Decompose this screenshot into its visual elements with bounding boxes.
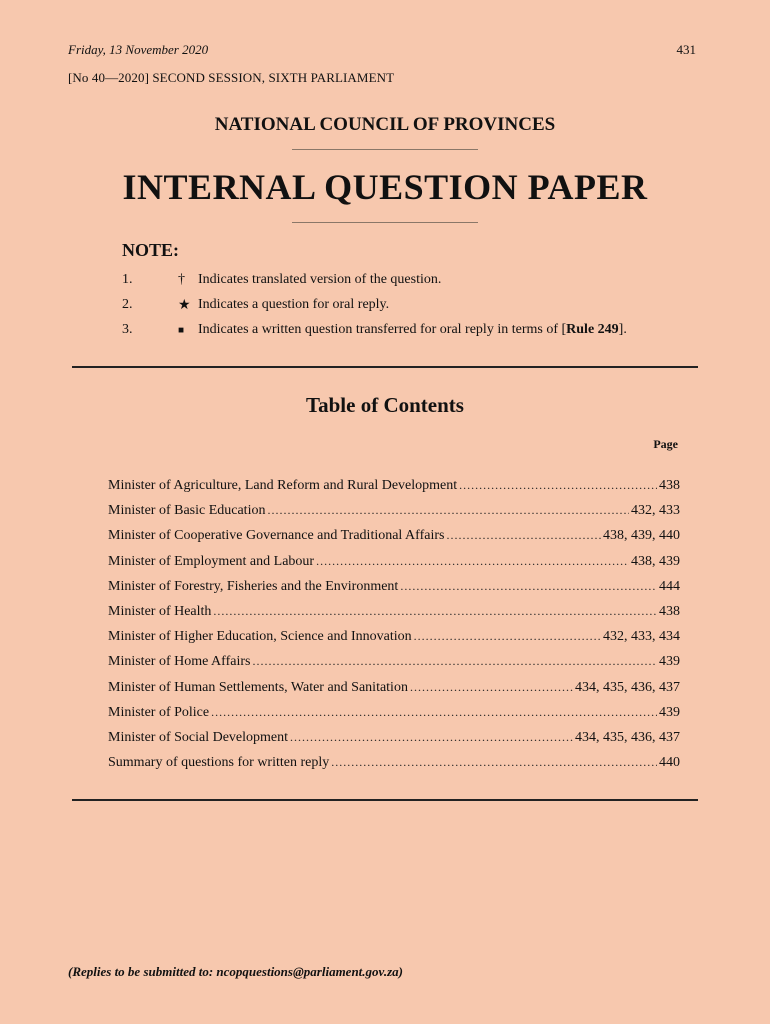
footer-note: (Replies to be submitted to: ncopquestions@parliament.gov.za) [68, 964, 403, 979]
dot-leader [446, 528, 601, 543]
note-item [122, 272, 441, 288]
toc-entry-pages: 438, 439, 440 [603, 528, 680, 544]
dot-leader [410, 680, 573, 695]
toc-entry-pages: 439 [659, 704, 680, 720]
toc-entry-pages: 432, 433 [631, 503, 680, 519]
toc-entry-pages: 438 [659, 478, 680, 493]
paper-title: INTERNAL QUESTION PAPER [122, 167, 648, 207]
toc-entry-pages: 439 [659, 654, 680, 670]
note-text: Indicates a written question transferred for oral reply in terms of [Rule 249]. [198, 322, 627, 337]
dot-leader [252, 654, 657, 669]
dot-leader [267, 503, 629, 518]
page-number: 431 [676, 42, 696, 57]
rule-reference: Rule 249 [566, 322, 619, 337]
note-text: Indicates translated version of the question. [198, 272, 442, 287]
toc-entry-label: Minister of Basic Education [108, 503, 266, 519]
toc-entry-pages: 438, 439 [631, 553, 680, 569]
note-item [122, 297, 389, 314]
toc-title: Table of Contents [306, 393, 464, 417]
toc-entry-label: Minister of Human Settlements, Water and Sanitation [108, 679, 408, 695]
toc-entry-label: Minister of Employment and Labour [108, 553, 315, 569]
toc-entry [108, 478, 680, 503]
toc-entry-label: Minister of Home Affairs [108, 654, 251, 670]
toc-entry-pages: 440 [659, 755, 680, 771]
toc-entry-label: Minister of Police [108, 704, 210, 720]
toc-entry-label: Minister of Social Development [108, 729, 289, 745]
dagger-icon: † [178, 272, 185, 287]
toc-entry [108, 528, 680, 553]
square-icon: ■ [178, 325, 185, 336]
toc-entry-label: Minister of Forestry, Fisheries and the Environment [108, 578, 399, 594]
session-line: [No 40—2020] SECOND SESSION, SIXTH PARLIAMENT [68, 70, 395, 85]
council-heading: NATIONAL COUNCIL OF PROVINCES [214, 114, 556, 135]
dot-leader [400, 579, 657, 594]
toc-entry [108, 503, 680, 528]
toc-entry-label: Minister of Agriculture, Land Reform and Rural Development [108, 478, 458, 493]
toc-page-label: Page [653, 437, 678, 451]
star-icon: ★ [178, 298, 191, 313]
section-divider [72, 366, 698, 368]
toc-entry [108, 654, 680, 679]
dot-leader [316, 554, 629, 569]
toc-entry [108, 579, 680, 604]
section-divider [72, 799, 698, 801]
note-number: 3. [122, 322, 133, 337]
note-number: 2. [122, 297, 133, 312]
toc-entry-pages: 434, 435, 436, 437 [575, 729, 680, 745]
dot-leader [331, 755, 657, 770]
toc-entry-pages: 438 [659, 603, 680, 619]
dot-leader [211, 705, 657, 720]
short-divider [292, 222, 478, 223]
toc-entry [108, 680, 680, 705]
toc-entry [108, 604, 680, 629]
toc-entry-pages: 434, 435, 436, 437 [575, 679, 680, 695]
toc-entry [108, 629, 680, 654]
table-of-contents [108, 478, 680, 780]
toc-entry-label: Minister of Cooperative Governance and Traditional Affairs [108, 528, 445, 544]
dot-leader [290, 730, 573, 745]
note-text: Indicates a question for oral reply. [198, 297, 390, 312]
issue-date: Friday, 13 November 2020 [68, 42, 209, 57]
note-item [122, 322, 627, 339]
short-divider [292, 149, 478, 150]
toc-entry-label: Minister of Health [108, 603, 212, 619]
note-number: 1. [122, 272, 133, 287]
note-heading: NOTE: [122, 240, 180, 260]
dot-leader [213, 604, 657, 619]
toc-entry [108, 755, 680, 780]
dot-leader [414, 629, 601, 644]
toc-entry-label: Summary of questions for written reply [108, 755, 330, 771]
toc-entry [108, 554, 680, 579]
toc-entry [108, 705, 680, 730]
toc-entry-pages: 432, 433, 434 [603, 629, 680, 645]
dot-leader [459, 478, 657, 493]
toc-entry-pages: 444 [659, 578, 680, 594]
toc-entry [108, 730, 680, 755]
toc-entry-label: Minister of Higher Education, Science and Innovation [108, 629, 412, 645]
